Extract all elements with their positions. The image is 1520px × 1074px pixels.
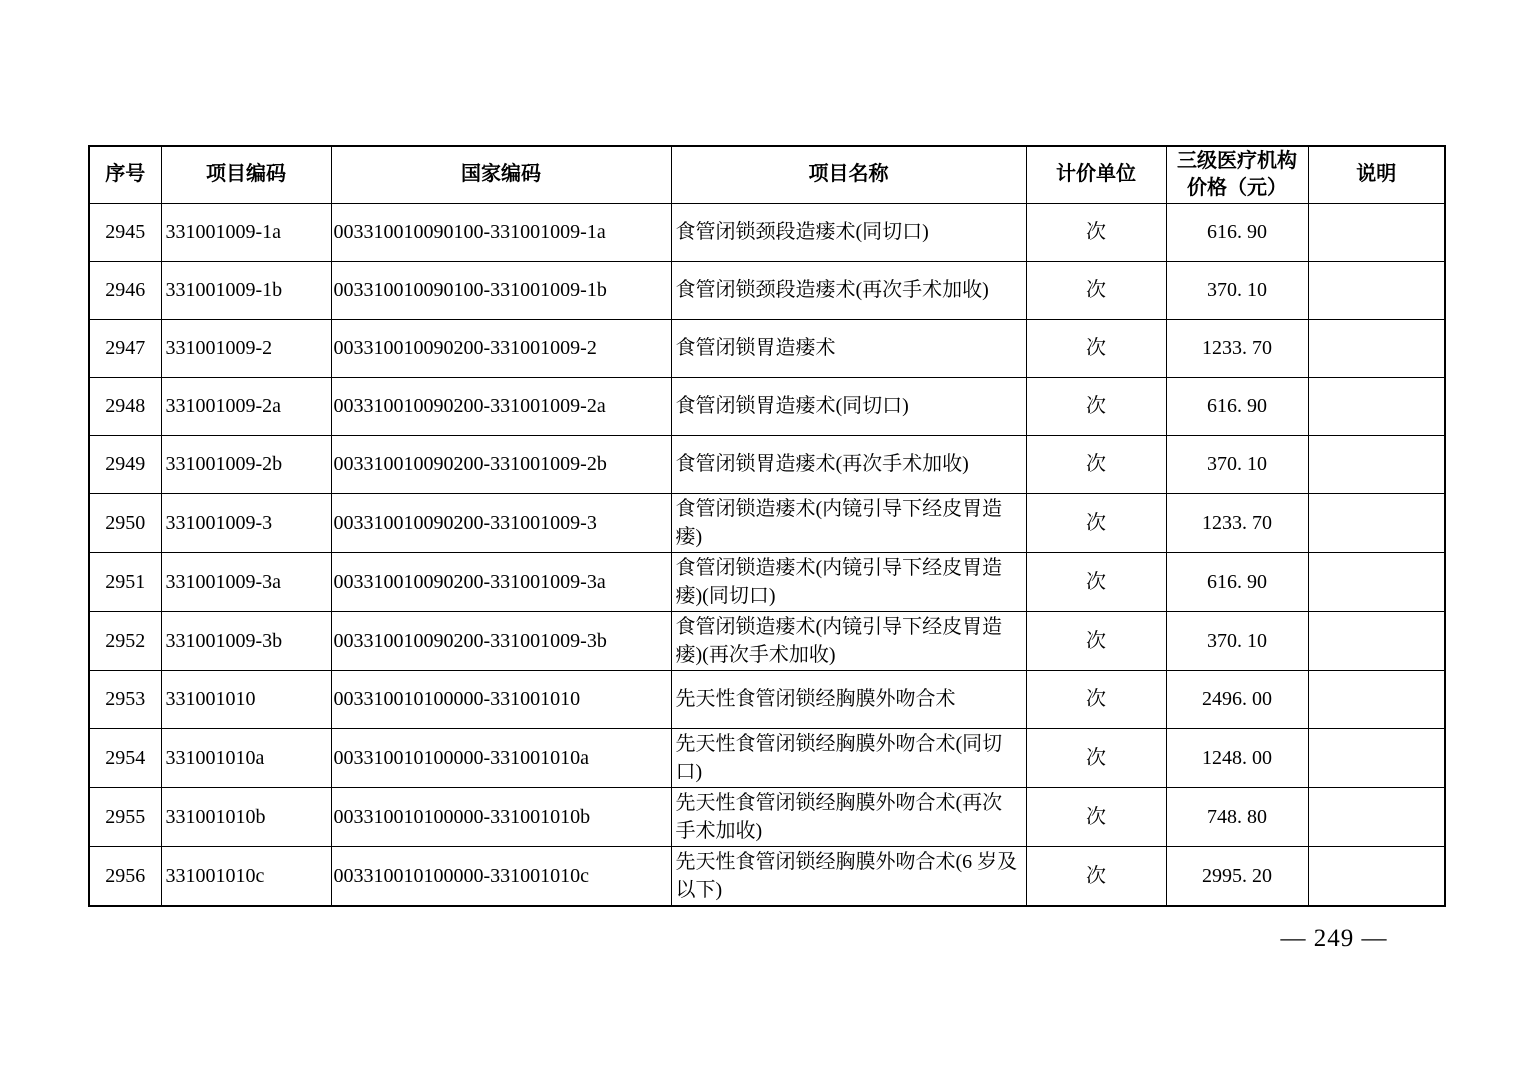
cell-national-code: 003310010100000-331001010b [331,787,671,846]
cell-seq: 2955 [89,787,161,846]
cell-project-name: 先天性食管闭锁经胸膜外吻合术(再次手术加收) [671,787,1026,846]
cell-unit: 次 [1026,493,1166,552]
table-row [89,435,1445,493]
col-header-unit: 计价单位 [1026,146,1166,203]
page-number: — 249 — [1280,925,1388,952]
cell-note [1308,203,1445,261]
table-row [89,493,1445,552]
cell-unit: 次 [1026,319,1166,377]
cell-national-code: 003310010090200-331001009-2b [331,435,671,493]
cell-unit: 次 [1026,435,1166,493]
cell-project-code: 331001010a [161,728,331,787]
cell-project-name: 食管闭锁胃造瘘术(再次手术加收) [671,435,1026,493]
cell-project-name: 先天性食管闭锁经胸膜外吻合术(6 岁及以下) [671,846,1026,906]
cell-unit: 次 [1026,203,1166,261]
cell-national-code: 003310010100000-331001010a [331,728,671,787]
cell-national-code: 003310010090200-331001009-3a [331,552,671,611]
cell-unit: 次 [1026,552,1166,611]
cell-note [1308,728,1445,787]
table-row [89,787,1445,846]
cell-project-code: 331001010b [161,787,331,846]
cell-price: 370. 10 [1166,435,1308,493]
cell-national-code: 003310010090100-331001009-1b [331,261,671,319]
table-header [89,146,1445,203]
cell-note [1308,377,1445,435]
cell-project-name: 食管闭锁颈段造瘘术(同切口) [671,203,1026,261]
cell-unit: 次 [1026,670,1166,728]
cell-project-code: 331001009-2 [161,319,331,377]
cell-project-code: 331001009-3a [161,552,331,611]
table-row [89,377,1445,435]
cell-project-code: 331001009-1a [161,203,331,261]
cell-note [1308,552,1445,611]
cell-national-code: 003310010100000-331001010c [331,846,671,906]
cell-project-code: 331001010c [161,846,331,906]
cell-note [1308,787,1445,846]
cell-price: 1233. 70 [1166,319,1308,377]
table-row [89,846,1445,906]
cell-project-name: 食管闭锁造瘘术(内镜引导下经皮胃造瘘)(同切口) [671,552,1026,611]
cell-unit: 次 [1026,846,1166,906]
col-header-seq: 序号 [89,146,161,203]
cell-seq: 2953 [89,670,161,728]
cell-project-code: 331001009-2a [161,377,331,435]
col-header-national-code: 国家编码 [331,146,671,203]
cell-national-code: 003310010090200-331001009-3b [331,611,671,670]
col-header-project-name: 项目名称 [671,146,1026,203]
cell-national-code: 003310010090100-331001009-1a [331,203,671,261]
cell-seq: 2954 [89,728,161,787]
table-row [89,728,1445,787]
cell-unit: 次 [1026,611,1166,670]
cell-seq: 2949 [89,435,161,493]
cell-seq: 2956 [89,846,161,906]
cell-seq: 2951 [89,552,161,611]
cell-note [1308,670,1445,728]
table-row [89,611,1445,670]
cell-price: 1248. 00 [1166,728,1308,787]
table-body [89,203,1445,906]
cell-seq: 2950 [89,493,161,552]
cell-national-code: 003310010090200-331001009-2 [331,319,671,377]
cell-unit: 次 [1026,787,1166,846]
cell-unit: 次 [1026,377,1166,435]
cell-price: 616. 90 [1166,377,1308,435]
cell-note [1308,846,1445,906]
cell-price: 2496. 00 [1166,670,1308,728]
cell-project-name: 先天性食管闭锁经胸膜外吻合术 [671,670,1026,728]
col-header-note: 说明 [1308,146,1445,203]
cell-national-code: 003310010090200-331001009-2a [331,377,671,435]
cell-note [1308,493,1445,552]
cell-price: 616. 90 [1166,203,1308,261]
cell-national-code: 003310010090200-331001009-3 [331,493,671,552]
cell-note [1308,261,1445,319]
col-header-project-code: 项目编码 [161,146,331,203]
cell-seq: 2947 [89,319,161,377]
cell-project-name: 食管闭锁颈段造瘘术(再次手术加收) [671,261,1026,319]
cell-project-code: 331001009-3b [161,611,331,670]
cell-price: 370. 10 [1166,611,1308,670]
cell-project-code: 331001009-2b [161,435,331,493]
cell-note [1308,319,1445,377]
cell-project-name: 食管闭锁胃造瘘术(同切口) [671,377,1026,435]
cell-project-name: 先天性食管闭锁经胸膜外吻合术(同切口) [671,728,1026,787]
cell-price: 1233. 70 [1166,493,1308,552]
table-row [89,552,1445,611]
cell-project-code: 331001009-1b [161,261,331,319]
header-row [89,146,1445,203]
cell-project-name: 食管闭锁胃造瘘术 [671,319,1026,377]
cell-project-name: 食管闭锁造瘘术(内镜引导下经皮胃造瘘)(再次手术加收) [671,611,1026,670]
cell-project-name: 食管闭锁造瘘术(内镜引导下经皮胃造瘘) [671,493,1026,552]
cell-note [1308,611,1445,670]
cell-price: 748. 80 [1166,787,1308,846]
cell-note [1308,435,1445,493]
cell-price: 370. 10 [1166,261,1308,319]
cell-unit: 次 [1026,261,1166,319]
cell-price: 616. 90 [1166,552,1308,611]
cell-unit: 次 [1026,728,1166,787]
cell-seq: 2945 [89,203,161,261]
cell-seq: 2948 [89,377,161,435]
cell-national-code: 003310010100000-331001010 [331,670,671,728]
cell-project-code: 331001009-3 [161,493,331,552]
table-row [89,670,1445,728]
price-table [88,145,1446,907]
table-row [89,319,1445,377]
cell-seq: 2952 [89,611,161,670]
cell-project-code: 331001010 [161,670,331,728]
col-header-price: 三级医疗机构价格（元） [1166,146,1308,203]
cell-price: 2995. 20 [1166,846,1308,906]
table-row [89,203,1445,261]
table-row [89,261,1445,319]
cell-seq: 2946 [89,261,161,319]
